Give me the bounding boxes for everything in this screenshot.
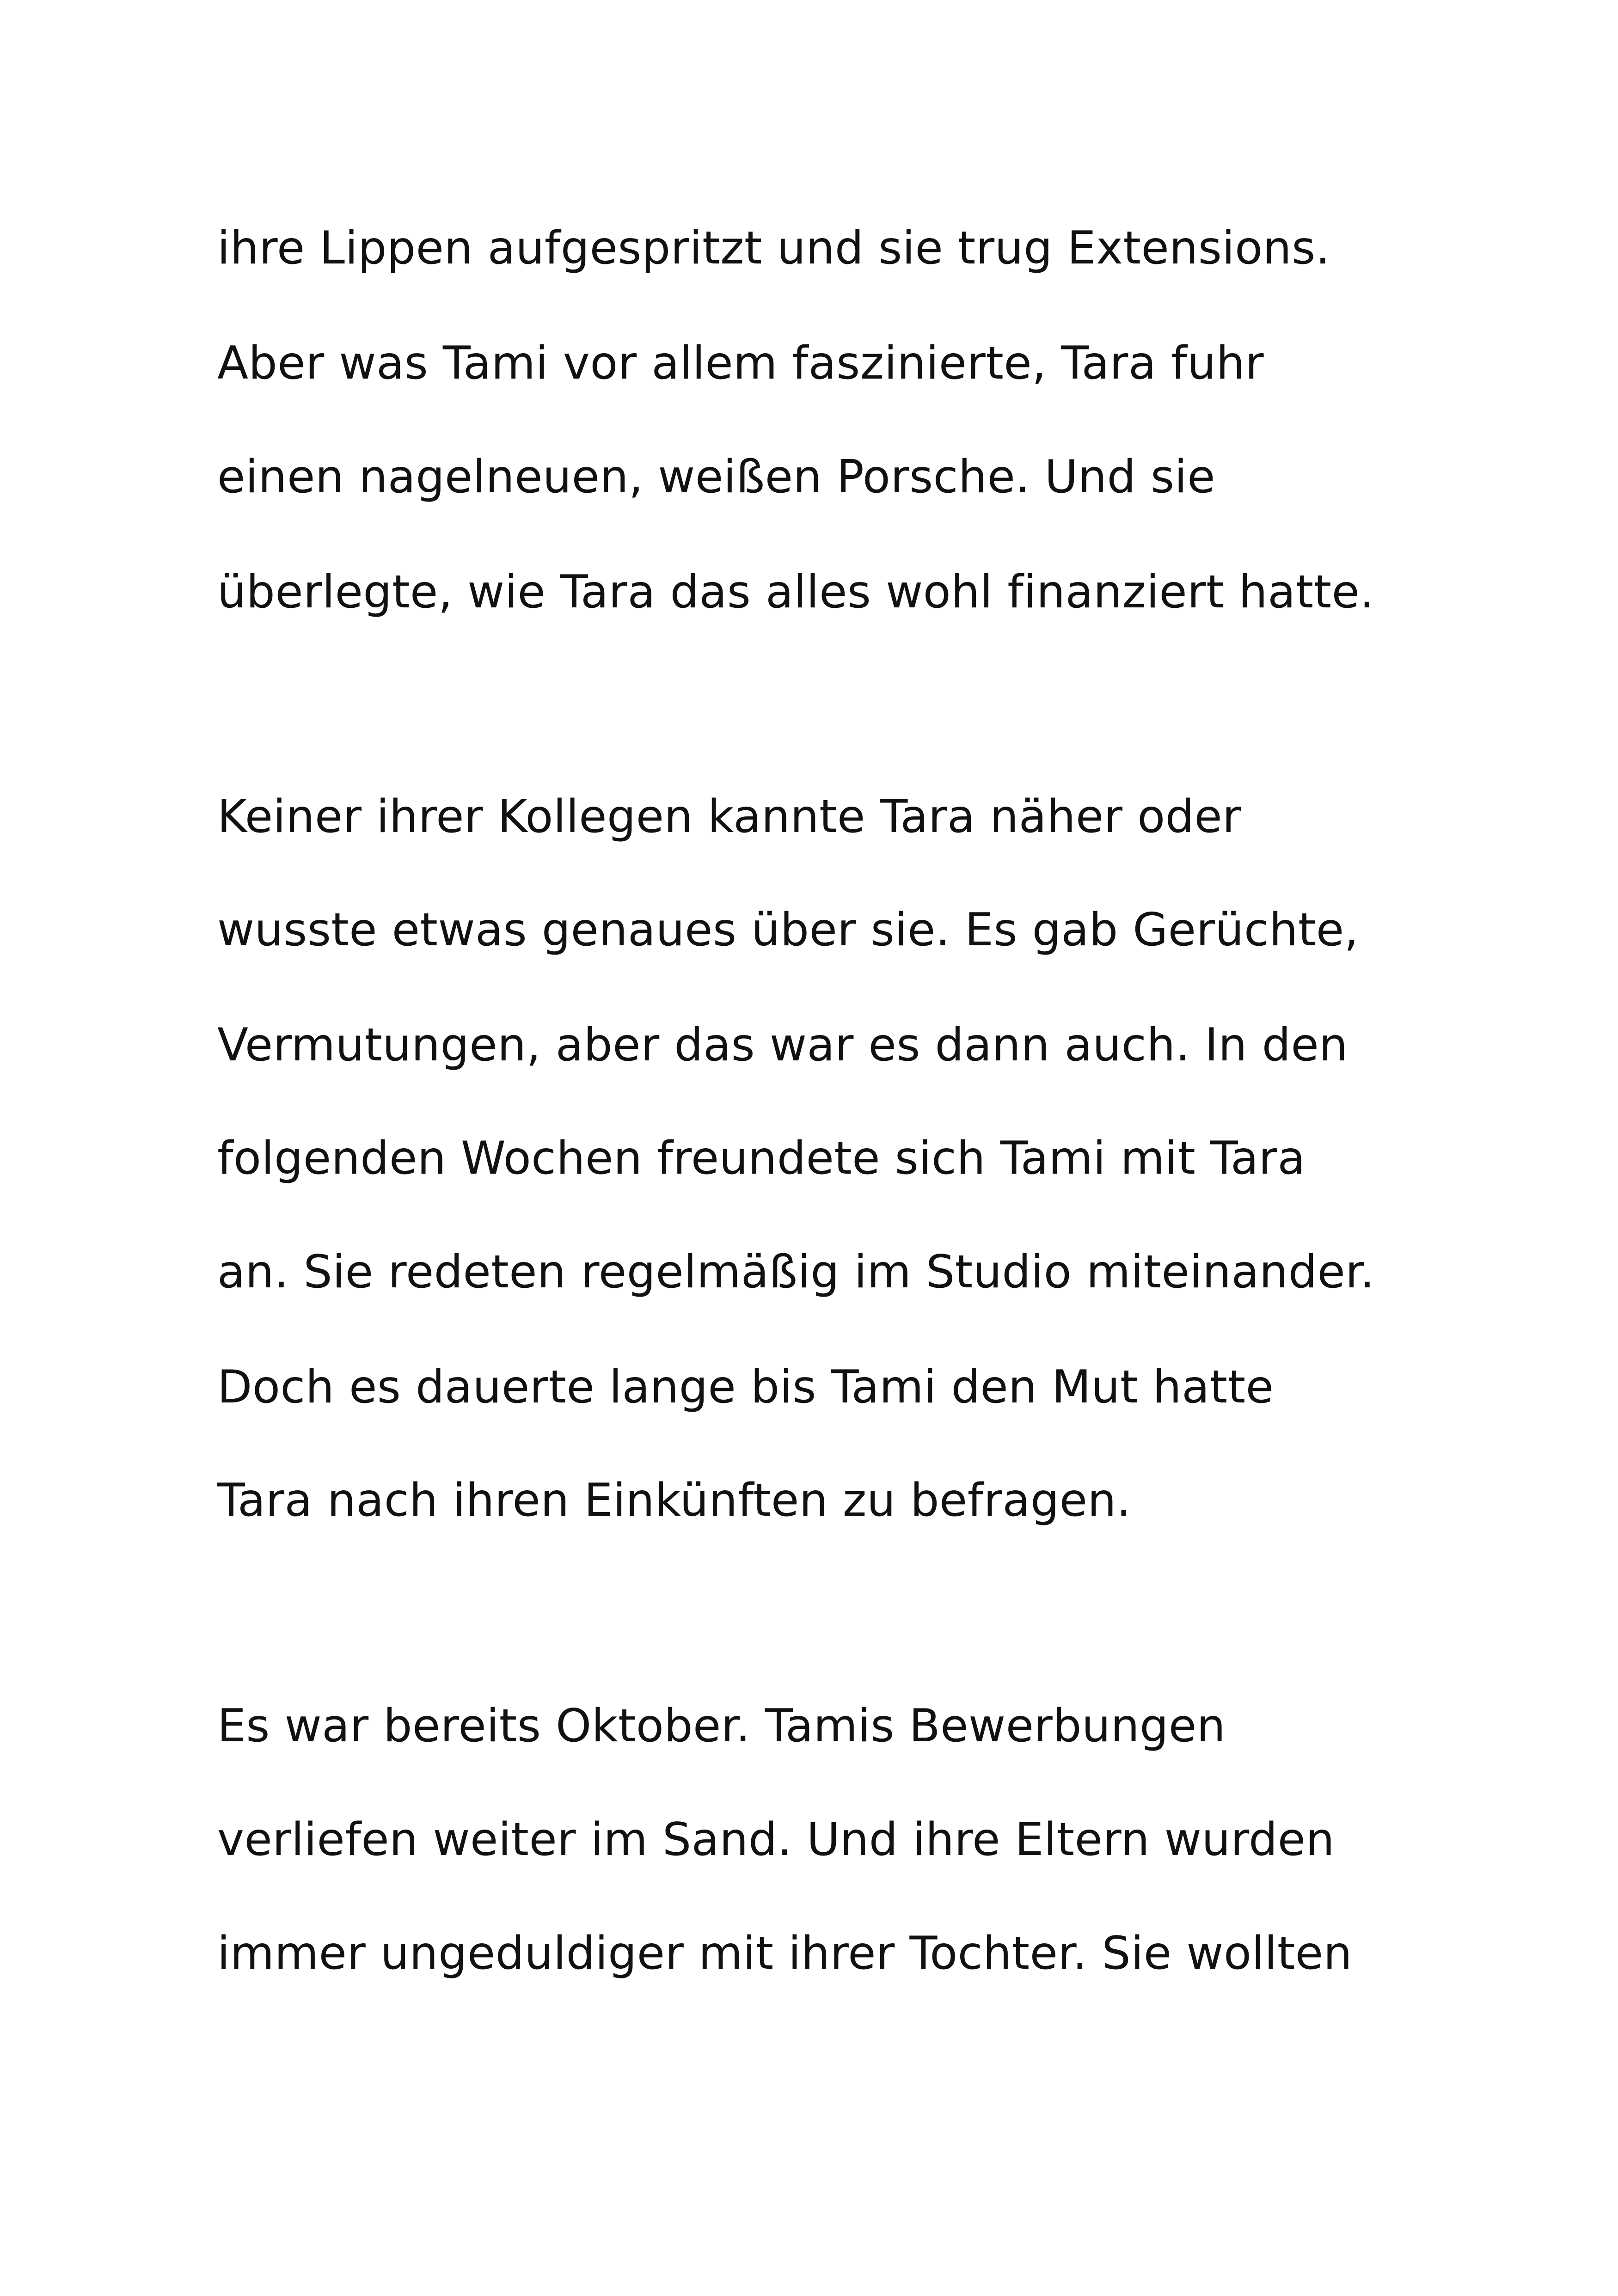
text-line: an. Sie redeten regelmäßig im Studio miteinander. [217,1246,1375,1298]
text-line: immer ungeduldiger mit ihrer Tochter. Sie wollten [217,1927,1353,1980]
text-line: Vermutungen, aber das war es dann auch. In den [217,1019,1348,1071]
text-line: wusste etwas genaues über sie. Es gab Gerüchte, [217,904,1359,956]
text-line: Es war bereits Oktober. Tamis Bewerbungen [217,1700,1226,1752]
text-line: verliefen weiter im Sand. Und ihre Eltern wurden [217,1813,1335,1866]
text-line: einen nagelneuen, weißen Porsche. Und sie [217,451,1216,503]
text-line: überlegte, wie Tara das alles wohl finanziert hatte. [217,566,1375,618]
text-line: folgenden Wochen freundete sich Tami mit Tara [217,1132,1306,1185]
text-line: Aber was Tami vor allem faszinierte, Tara fuhr [217,337,1264,390]
text-line: Tara nach ihren Einkünften zu befragen. [217,1474,1131,1527]
text-line: Doch es dauerte lange bis Tami den Mut hatte [217,1361,1274,1414]
text-line: ihre Lippen aufgespritzt und sie trug Extensions. [217,222,1330,275]
text-line: Keiner ihrer Kollegen kannte Tara näher oder [217,790,1241,843]
